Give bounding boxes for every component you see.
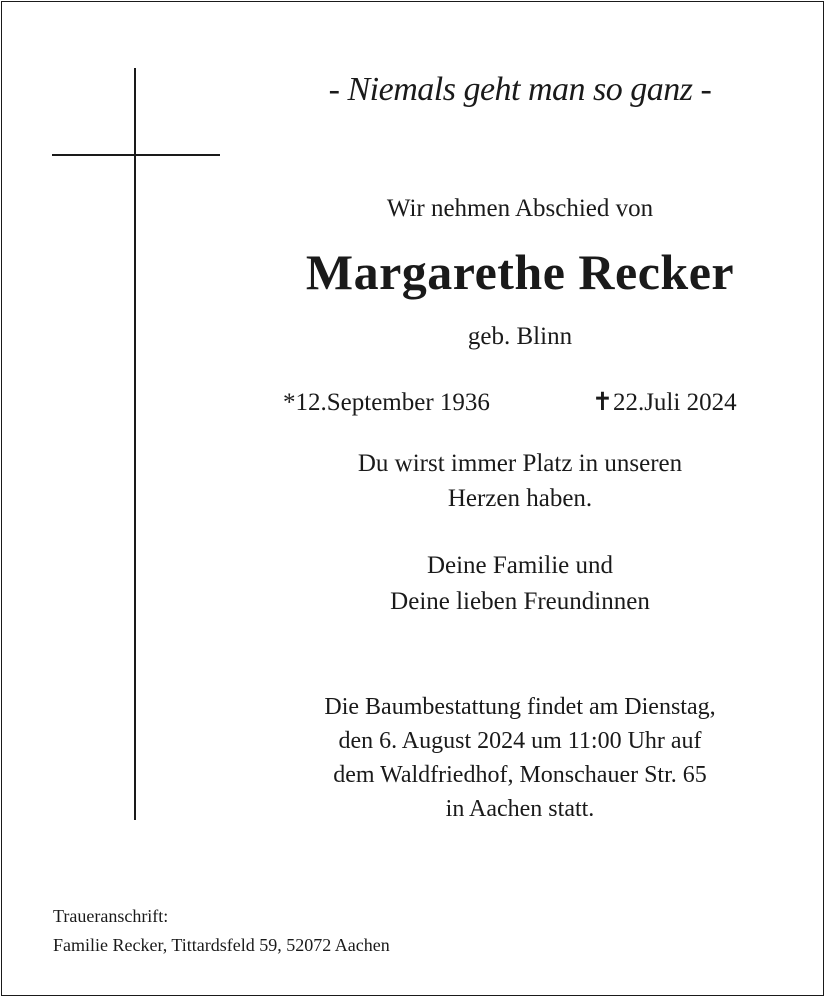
death-date: ✝22.Juli 2024 <box>592 389 737 416</box>
deceased-name: Margarethe Recker <box>305 244 735 300</box>
maiden-name: geb. Blinn <box>467 323 573 350</box>
quote-line-2: Herzen haben. <box>447 485 593 512</box>
funeral-line-2: den 6. August 2024 um 11:00 Uhr auf <box>338 728 702 754</box>
address-value: Familie Recker, Tittardsfeld 59, 52072 Aachen <box>53 935 390 955</box>
funeral-details <box>270 690 770 826</box>
mourners-line-1: Deine Familie und <box>426 552 614 579</box>
quote-line-1: Du wirst immer Platz in unseren <box>357 450 683 477</box>
intro-text: Wir nehmen Abschied von <box>386 195 654 222</box>
funeral-line-3: dem Waldfriedhof, Monschauer Str. 65 <box>333 762 707 788</box>
cross-vertical-bar <box>134 68 136 820</box>
address-label: Traueranschrift: <box>53 906 169 926</box>
memorial-quote <box>270 446 770 516</box>
mourning-address <box>53 902 390 960</box>
funeral-line-1: Die Baumbestattung findet am Dienstag, <box>324 694 716 720</box>
mourners-line-2: Deine lieben Freundinnen <box>390 588 650 615</box>
motto: - Niemals geht man so ganz - <box>328 71 712 108</box>
birth-date: *12.September 1936 <box>283 389 490 416</box>
cross-horizontal-bar <box>52 154 220 156</box>
mourners <box>270 548 770 620</box>
funeral-line-4: in Aachen statt. <box>445 796 595 822</box>
